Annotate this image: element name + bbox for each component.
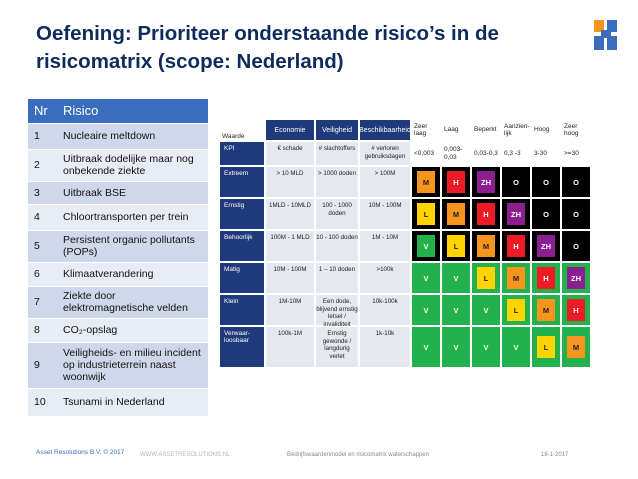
table-row	[28, 318, 208, 342]
impact-value: 1M-10M	[266, 295, 314, 325]
impact-value: 1k-10k	[360, 327, 410, 367]
risk-level-badge: V	[447, 299, 465, 321]
risk-level-cell	[562, 167, 590, 197]
risk-matrix-grid	[220, 120, 590, 367]
footer-description: Bedrijfswaardenmodel en risicomatrix waterschappen	[287, 452, 430, 458]
risk-level-cell	[442, 263, 470, 293]
risk-level-cell	[502, 199, 530, 229]
impact-value: 1M - 10M	[360, 231, 410, 261]
risk-level-cell	[502, 327, 530, 367]
risk-level-badge: ZH	[567, 267, 585, 289]
risk-level-badge: V	[447, 267, 465, 289]
risk-level-badge: L	[537, 336, 555, 358]
risk-level-badge: ZH	[507, 203, 525, 225]
risk-number: 10	[28, 388, 57, 416]
risk-level-cell	[562, 327, 590, 367]
risk-level-cell	[472, 295, 500, 325]
impact-value: Ernstig gewonde / langdurig verlet	[316, 327, 358, 367]
risk-name: Uitbraak dodelijke maar nog onbekende ziekte	[57, 149, 208, 181]
risk-level-cell	[532, 295, 560, 325]
kpi-probability: 0,3 -3	[502, 142, 530, 165]
risk-name: Chloortransporten per trein	[57, 204, 208, 230]
risk-level-cell	[412, 295, 440, 325]
risk-level-cell	[442, 231, 470, 261]
risk-name: Persistent organic pollutants (POPs)	[57, 230, 208, 262]
risk-level-badge: ZH	[537, 235, 555, 257]
risk-level-cell	[562, 263, 590, 293]
risk-level-cell	[472, 167, 500, 197]
risk-level-cell	[532, 231, 560, 261]
kpi-probability: 3-30	[532, 142, 560, 165]
risk-level-badge: O	[567, 171, 585, 193]
risk-level-cell	[442, 199, 470, 229]
risk-level-cell	[532, 263, 560, 293]
risk-level-cell	[442, 295, 470, 325]
risk-level-badge: V	[477, 299, 495, 321]
risk-name: Ziekte door elektromagnetische velden	[57, 286, 208, 318]
risk-level-badge: H	[477, 203, 495, 225]
risk-level-cell	[412, 327, 440, 367]
risk-level-cell	[472, 199, 500, 229]
risk-level-badge: M	[567, 336, 585, 358]
risk-level-cell	[502, 231, 530, 261]
risk-number: 5	[28, 230, 57, 262]
risk-number: 7	[28, 286, 57, 318]
risk-number: 2	[28, 149, 57, 181]
impact-value: > 10 MLD	[266, 167, 314, 197]
impact-value: 10M - 100M	[266, 263, 314, 293]
risk-level-cell	[502, 295, 530, 325]
risk-level-badge: L	[507, 299, 525, 321]
risk-level-cell	[562, 295, 590, 325]
risk-level-badge: ZH	[477, 171, 495, 193]
column-header-nr: Nr	[28, 99, 57, 123]
risk-level-cell	[412, 199, 440, 229]
table-row	[28, 286, 208, 318]
risk-level-cell	[532, 327, 560, 367]
footer-date: 18-1-2017	[541, 452, 569, 458]
risk-level-badge: V	[417, 336, 435, 358]
kpi-probability: >=30	[562, 142, 590, 165]
probability-header: Zeer laag	[412, 120, 440, 140]
severity-label: Extreem	[220, 167, 264, 197]
impact-value: 10 - 100 doden	[316, 231, 358, 261]
footer-url[interactable]: WWW.ASSETRESOLUTIONS.NL	[140, 452, 231, 458]
risk-level-badge: L	[417, 203, 435, 225]
kpi-probability: <0,003	[412, 142, 440, 165]
risk-level-badge: L	[477, 267, 495, 289]
impact-value: > 1000 doden	[316, 167, 358, 197]
risk-level-badge: V	[507, 336, 525, 358]
risk-level-badge: H	[567, 299, 585, 321]
risk-number: 8	[28, 318, 57, 342]
kpi-probability: 0,03-0,3	[472, 142, 500, 165]
table-row	[28, 262, 208, 286]
impact-header: Economie	[266, 120, 314, 140]
slide-title: Oefening: Prioriteer onderstaande risico’s in de risicomatrix (scope: Nederland)	[36, 22, 499, 73]
risk-level-badge: M	[537, 299, 555, 321]
risk-number: 6	[28, 262, 57, 286]
severity-label: Verwaar-loosbaar	[220, 327, 264, 367]
risk-name: Nucleaire meltdown	[57, 123, 208, 149]
impact-value: 10k-100k	[360, 295, 410, 325]
impact-value: Een dode, blijvend ernstig letsel / invaliditeit	[316, 295, 358, 325]
table-row	[28, 204, 208, 230]
severity-label: Matig	[220, 263, 264, 293]
risk-level-badge: O	[537, 203, 555, 225]
risk-level-badge: M	[507, 267, 525, 289]
severity-label: Ernstig	[220, 199, 264, 229]
severity-label: Behoorlijk	[220, 231, 264, 261]
risk-name: Klimaatverandering	[57, 262, 208, 286]
risk-level-badge: V	[417, 299, 435, 321]
risk-level-cell	[412, 263, 440, 293]
risk-level-badge: H	[507, 235, 525, 257]
impact-value: 100k-1M	[266, 327, 314, 367]
risk-name: Tsunami in Nederland	[57, 388, 208, 416]
kpi-probability: 0,003-0,03	[442, 142, 470, 165]
probability-header: Zeer hoog	[562, 120, 590, 140]
risk-level-badge: O	[567, 203, 585, 225]
matrix-corner-label: Waarde	[220, 120, 264, 140]
risk-level-cell	[472, 263, 500, 293]
risk-level-cell	[562, 199, 590, 229]
table-row	[28, 149, 208, 181]
table-row	[28, 123, 208, 149]
risk-level-badge: M	[417, 171, 435, 193]
impact-header: Veiligheid	[316, 120, 358, 140]
risk-level-cell	[442, 327, 470, 367]
risk-number: 9	[28, 342, 57, 388]
risk-number: 4	[28, 204, 57, 230]
risk-number: 1	[28, 123, 57, 149]
kpi-label: KPI	[220, 142, 264, 165]
risk-level-badge: O	[567, 235, 585, 257]
column-header-risk: Risico	[57, 99, 208, 123]
impact-value: > 100M	[360, 167, 410, 197]
risk-level-cell	[532, 167, 560, 197]
kpi-impact: € schade	[266, 142, 314, 165]
risk-level-badge: V	[417, 235, 435, 257]
kpi-impact: # slachtoffers	[316, 142, 358, 165]
risk-level-badge: V	[447, 336, 465, 358]
risk-list-table	[28, 99, 208, 416]
risk-level-cell	[502, 167, 530, 197]
risk-level-badge: V	[477, 336, 495, 358]
risk-name: CO₂-opslag	[57, 318, 208, 342]
risk-level-cell	[472, 231, 500, 261]
impact-value: 100 - 1000 doden	[316, 199, 358, 229]
impact-value: >100k	[360, 263, 410, 293]
risk-level-cell	[502, 263, 530, 293]
risk-level-badge: O	[537, 171, 555, 193]
risk-name: Uitbraak BSE	[57, 181, 208, 204]
impact-value: 100M - 1 MLD	[266, 231, 314, 261]
severity-label: Klein	[220, 295, 264, 325]
risk-matrix	[220, 120, 616, 385]
kpi-impact: # verloren gebruiksdagen	[360, 142, 410, 165]
footer-company: Asset Resolutions B.V. © 2017	[36, 449, 125, 456]
table-row	[28, 181, 208, 204]
risk-level-badge: H	[447, 171, 465, 193]
impact-value: 10M - 100M	[360, 199, 410, 229]
risk-level-cell	[562, 231, 590, 261]
impact-value: 1MLD - 10MLD	[266, 199, 314, 229]
probability-header: Hoog	[532, 120, 560, 140]
risk-level-badge: M	[447, 203, 465, 225]
risk-number: 3	[28, 181, 57, 204]
table-row	[28, 230, 208, 262]
probability-header: Laag	[442, 120, 470, 140]
table-row	[28, 342, 208, 388]
risk-level-cell	[532, 199, 560, 229]
risk-level-badge: O	[507, 171, 525, 193]
probability-header: Beperkt	[472, 120, 500, 140]
risk-level-badge: L	[447, 235, 465, 257]
risk-level-cell	[412, 167, 440, 197]
risk-level-cell	[412, 231, 440, 261]
impact-header: Beschikbaarheid	[360, 120, 410, 140]
probability-header: Aanzien-lijk	[502, 120, 530, 140]
risk-name: Veiligheids- en milieu incident op industrieterrein naast woonwijk	[57, 342, 208, 388]
company-logo-icon	[592, 18, 622, 52]
risk-level-badge: M	[477, 235, 495, 257]
risk-level-badge: H	[537, 267, 555, 289]
impact-value: 1 – 10 doden	[316, 263, 358, 293]
risk-level-cell	[442, 167, 470, 197]
table-row	[28, 388, 208, 416]
risk-level-badge: V	[417, 267, 435, 289]
risk-level-cell	[472, 327, 500, 367]
